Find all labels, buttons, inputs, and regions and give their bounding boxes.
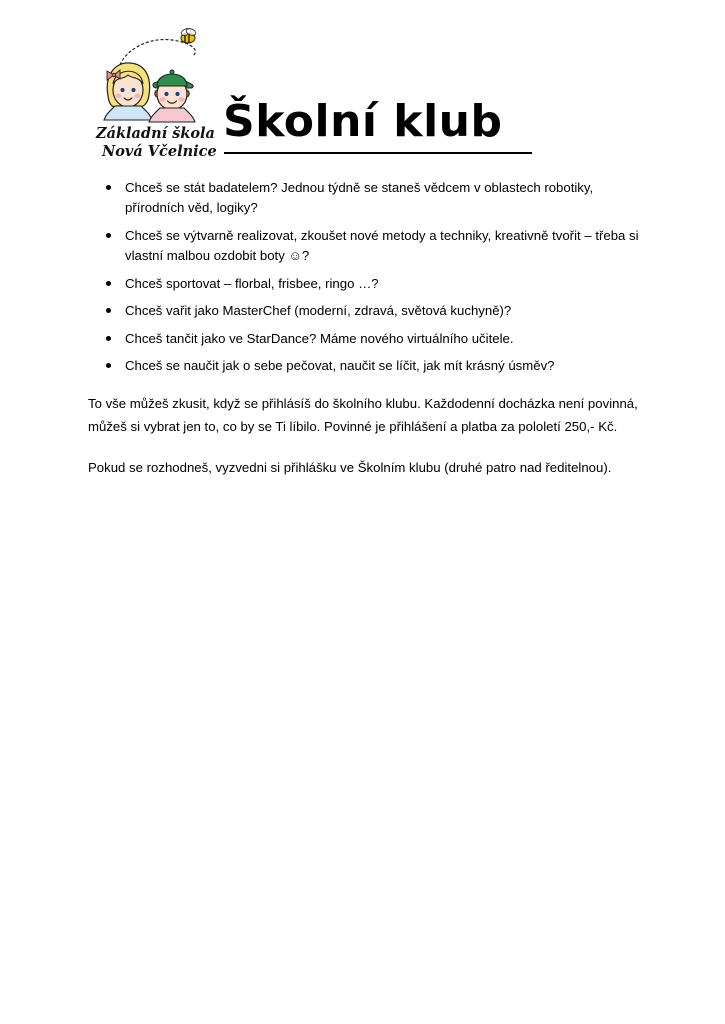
list-item [88, 301, 648, 321]
list-item-text: Chceš se stát badatelem? Jednou týdně se staneš vědcem v oblastech robotiky, přírodních věd, logiky? [125, 180, 594, 216]
body-paragraph-2: Pokud se rozhodneš, vyzvedni si přihlášku ve Školním klubu (druhé patro nad ředitelnou). [88, 460, 612, 476]
list-item [88, 329, 648, 349]
list-item-text: Chceš se výtvarně realizovat, zkoušet nové metody a techniky, kreativně tvořit – třeba si vlastní malbou ozdobit boty ☺? [125, 227, 639, 264]
list-item-text: Chceš vařit jako MasterChef (moderní, zdravá, světová kuchyně)? [125, 303, 512, 319]
bullet-icon [106, 185, 111, 190]
document-header [88, 22, 648, 162]
list-item [88, 356, 648, 376]
list-item [88, 274, 648, 294]
bullet-icon [106, 363, 111, 368]
body-paragraph-1: To vše můžeš zkusit, když se přihlásíš do školního klubu. Každodenní docházka není povinná, můžeš si vybrat jen to, co by se Ti líbilo. Povinné je přihlášení a platba za pololetí 250,- Kč. [88, 396, 638, 434]
logo-line-1: Základní škola [96, 125, 215, 142]
bullet-icon [106, 233, 111, 238]
bullet-icon [106, 308, 111, 313]
bullet-icon [106, 336, 111, 341]
title-underline [224, 152, 532, 154]
list-item-text: Chceš tančit jako ve StarDance? Máme nového virtuálního učitele. [125, 330, 514, 346]
list-item [88, 226, 648, 267]
list-item-text: Chceš se naučit jak o sebe pečovat, naučit se líčit, jak mít krásný úsměv? [125, 358, 555, 374]
activity-list [88, 178, 648, 384]
list-item-text: Chceš sportovat – florbal, frisbee, ringo …? [125, 275, 379, 291]
logo-line-2: Nová Včelnice [102, 143, 217, 160]
bullet-icon [106, 281, 111, 286]
page-title: Školní klub [223, 96, 503, 147]
school-logo [88, 22, 238, 162]
list-item [88, 178, 648, 219]
